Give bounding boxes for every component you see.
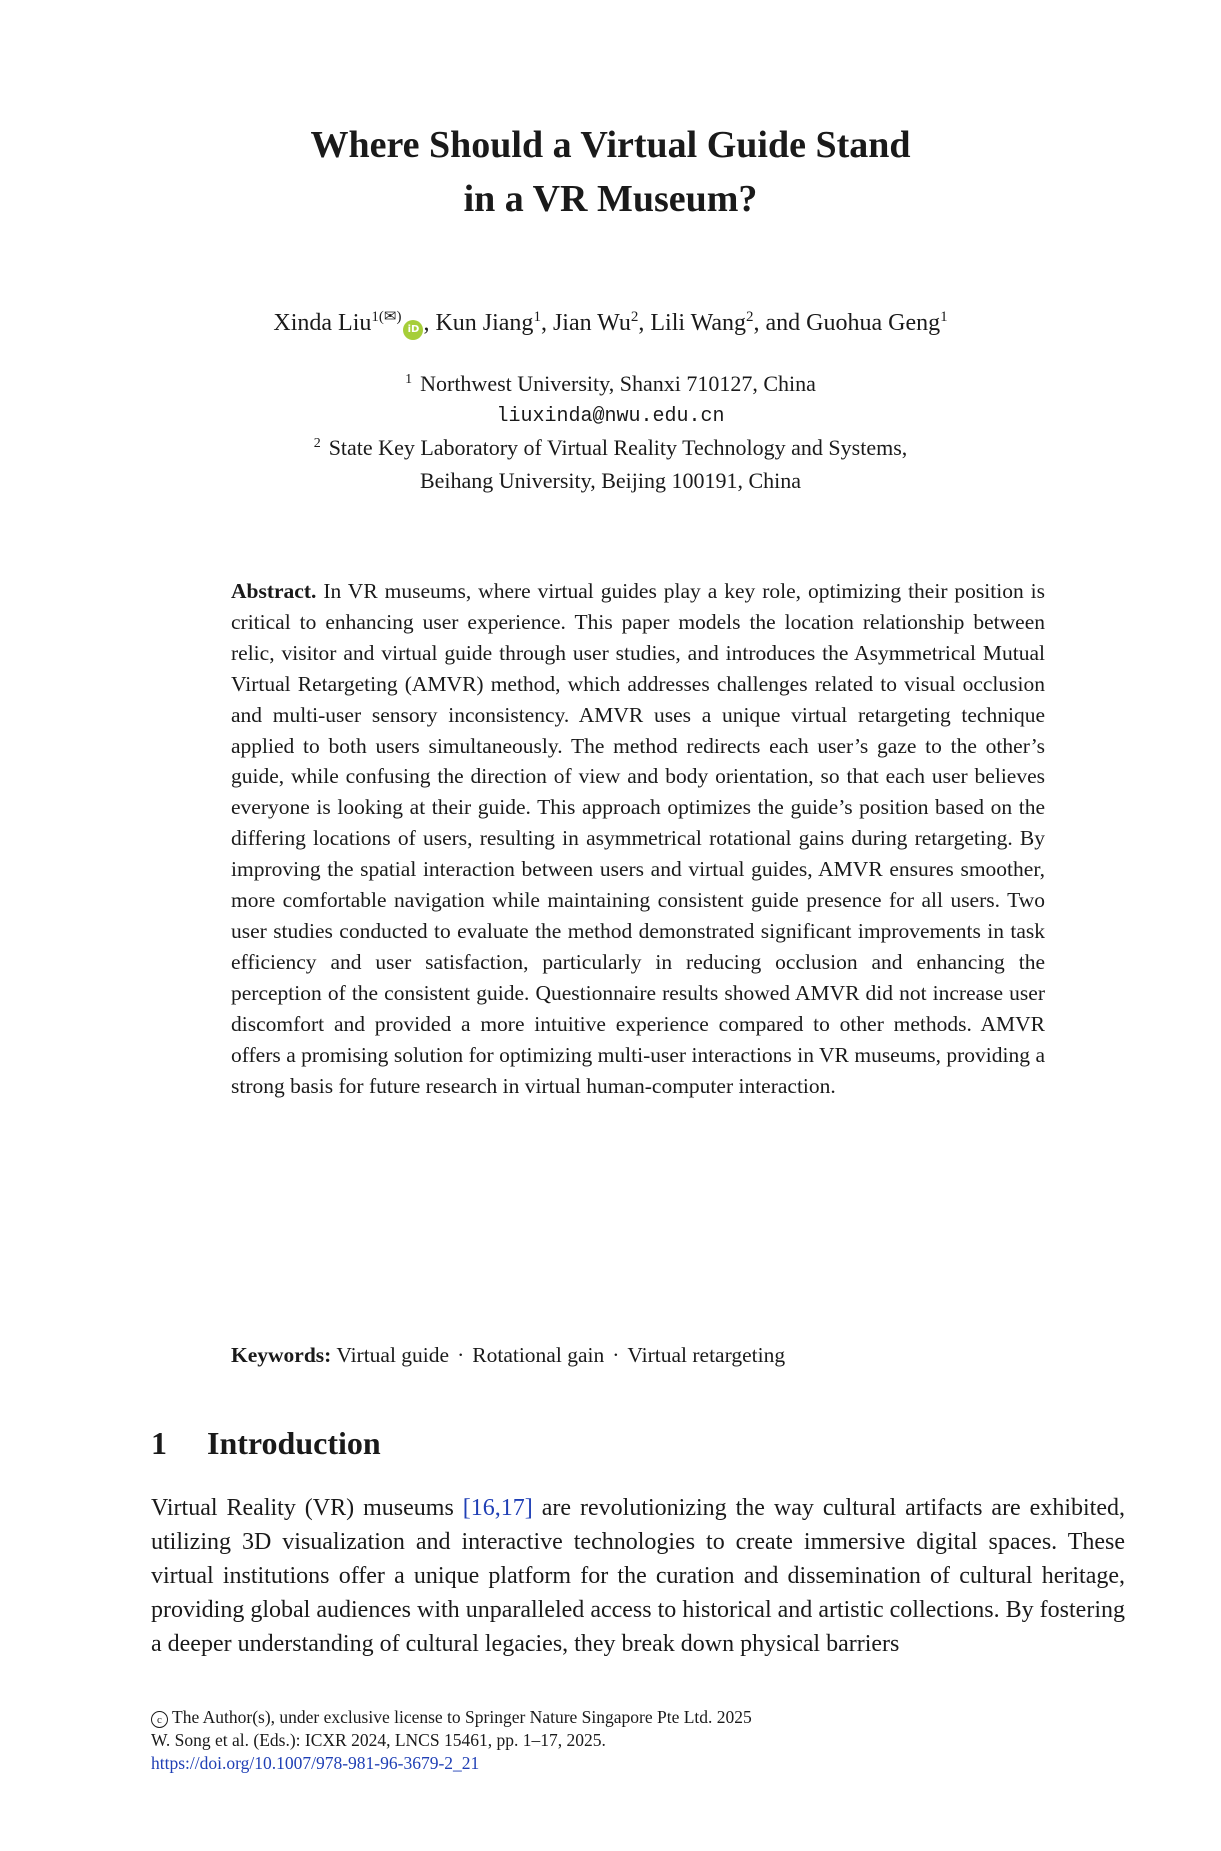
keywords-label: Keywords: — [231, 1343, 332, 1367]
keyword-separator: · — [457, 1343, 465, 1367]
affiliation-number: 2 — [313, 436, 321, 451]
author-separator: , — [423, 310, 436, 336]
author-separator: , — [638, 310, 651, 336]
abstract — [231, 576, 1045, 1101]
author-name: Jian Wu — [552, 310, 631, 336]
author-affiliation-mark: 1 — [940, 309, 948, 325]
intro-text: Virtual Reality (VR) museums — [151, 1495, 463, 1521]
doi-link[interactable]: https://doi.org/10.1007/978-981-96-3679-2_21 — [151, 1753, 480, 1773]
section-title: Introduction — [207, 1425, 381, 1461]
copyright-text: The Author(s), under exclusive license to Springer Nature Singapore Pte Ltd. 2025 — [172, 1707, 752, 1727]
author-list — [0, 306, 1221, 340]
citation-line: W. Song et al. (Eds.): ICXR 2024, LNCS 15461, pp. 1–17, 2025. — [151, 1730, 606, 1750]
author-affiliation-mark: 1(✉) — [371, 309, 402, 325]
affiliation-1 — [0, 368, 1221, 400]
keyword: Virtual retargeting — [627, 1343, 786, 1367]
paper-title — [0, 118, 1221, 226]
author-separator: , and — [753, 310, 807, 336]
footer — [151, 1706, 1125, 1775]
affiliation-2 — [0, 432, 1221, 464]
section-heading — [151, 1422, 381, 1464]
copyright-icon: c — [151, 1711, 168, 1728]
affiliation-text: Northwest University, Shanxi 710127, China — [420, 371, 816, 396]
keyword: Rotational gain — [472, 1343, 605, 1367]
author-name: Xinda Liu — [273, 310, 372, 336]
affiliation-number: 1 — [405, 372, 413, 387]
copyright-line — [151, 1706, 1125, 1729]
intro-text: are revolutionizing the way cultural artifacts are exhibited, utilizing 3D visualization and interactive technologies to create immersive digital spaces. These virtual institutions offer a unique platform for the curation and dissemination of cultural heritage, providing global audiences with unparalleled access to historical and artistic collections. By fostering a deeper understanding of cultural legacies, they break down physical barriers — [151, 1495, 1125, 1657]
author-name: Lili Wang — [650, 310, 746, 336]
author-affiliation-mark: 2 — [630, 309, 639, 325]
intro-paragraph — [151, 1491, 1125, 1661]
abstract-text: In VR museums, where virtual guides play a key role, optimizing their position is critical to enhancing user experience. This paper models the location relationship between relic, visitor and virtual guide through user studies, and introduces the Asymmetrical Mutual Virtual Retargeting (AMVR) method, which addresses challenges related to visual occlusion and multi-user sensory inconsistency. AMVR uses a unique virtual retargeting technique applied to both users simultaneously. The method redirects each user’s gaze to the other’s guide, while confusing the direction of view and body orientation, so that each user believes everyone is looking at their guide. This approach optimizes the guide’s position based on the differing locations of users, resulting in asymmetrical rotational gains during retargeting. By improving the spatial interaction between users and virtual guides, AMVR ensures smoother, more comfortable navigation while maintaining consistent guide presence for all users. Two user studies conducted to evaluate the method demonstrated significant improvements in task efficiency and user satisfaction, particularly in reducing occlusion and enhancing the perception of the consistent guide. Questionnaire results showed AMVR did not increase user discomfort and provided a more intuitive experience compared to other methods. AMVR offers a promising solution for optimizing multi-user interactions in VR museums, providing a strong basis for future research in virtual human-computer interaction. — [231, 579, 1045, 1098]
section-number: 1 — [151, 1425, 167, 1461]
author-name: Kun Jiang — [435, 310, 534, 336]
author-email[interactable]: liuxinda@nwu.edu.cn — [496, 405, 725, 428]
citation-link[interactable]: [16,17] — [462, 1495, 533, 1521]
keyword: Virtual guide — [336, 1343, 450, 1367]
author-name: Guohua Geng — [806, 310, 941, 336]
paper-title-line-1: Where Should a Virtual Guide Stand — [310, 124, 911, 166]
abstract-label: Abstract. — [231, 579, 317, 603]
keyword-separator: · — [612, 1343, 620, 1367]
author-affiliation-mark: 1 — [533, 309, 541, 325]
affiliation-2-line-2: Beihang University, Beijing 100191, China — [419, 468, 802, 493]
author-affiliation-mark: 2 — [745, 309, 754, 325]
affiliation-text: State Key Laboratory of Virtual Reality Technology and Systems, — [328, 435, 908, 460]
paper-title-line-2: in a VR Museum? — [463, 178, 758, 220]
orcid-icon[interactable]: iD — [403, 320, 423, 340]
keywords — [231, 1340, 1045, 1370]
author-separator: , — [540, 310, 553, 336]
